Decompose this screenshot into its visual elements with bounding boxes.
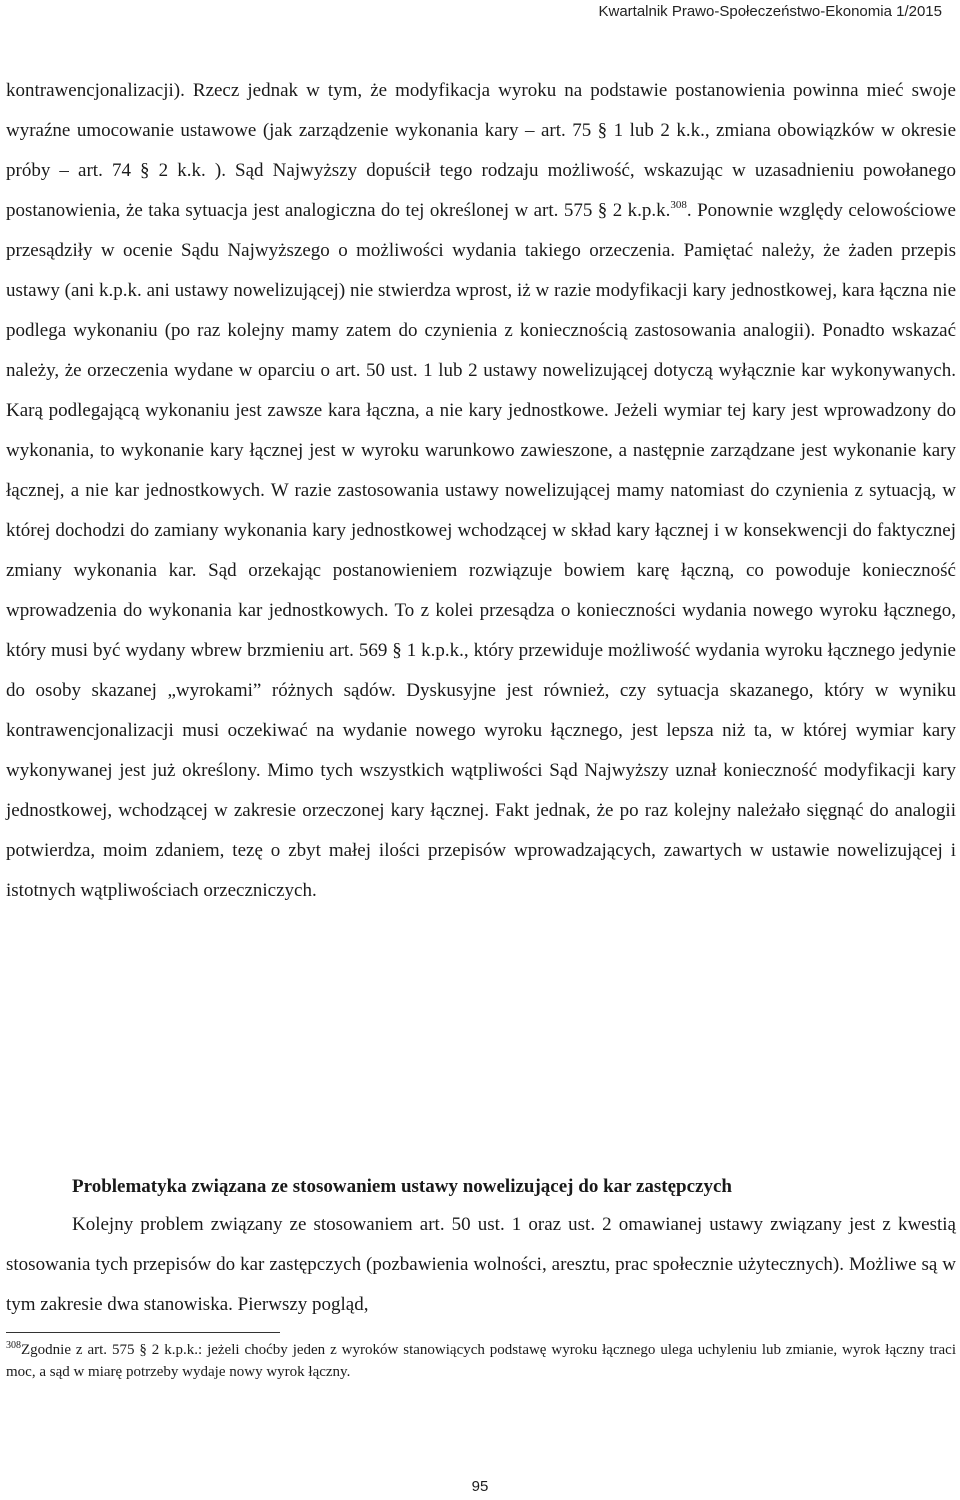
main-paragraph — [6, 71, 956, 911]
footnote-number: 308 — [6, 1340, 21, 1351]
page-number: 95 — [471, 1478, 489, 1495]
journal-header: Kwartalnik Prawo-Społeczeństwo-Ekonomia 1/2015 — [598, 3, 942, 20]
footnote-divider — [6, 1332, 280, 1333]
footnote-reference[interactable]: 308 — [670, 199, 687, 211]
section-heading: Problematyka związana ze stosowaniem ustawy nowelizującej do kar zastępczych — [72, 1176, 732, 1197]
footnote — [6, 1339, 956, 1383]
footnote-text: Zgodnie z art. 575 § 2 k.p.k.: jeżeli choćby jeden z wyroków stanowiących podstawę wyroku łącznego ulega uchyleniu lub zmianie, wyrok łączny traci moc, a sąd w miarę potrzeby wydaje nowy wyrok łączny. — [6, 1342, 956, 1380]
paragraph-text-part2: . Ponownie względy celowościowe przesądziły w ocenie Sądu Najwyższego o możliwości wydania takiego orzeczenia. Pamiętać należy, że żaden przepis ustawy (ani k.p.k. ani ustawy nowelizującej) nie stwierdza wprost, iż w razie modyfikacji kary jednostkowej, kara łączna nie podlega wykonaniu (po raz kolejny mamy zatem do czynienia z koniecznością zastosowania analogii). Ponadto wskazać należy, że orzeczenia wydane w oparciu o art. 50 ust. 1 lub 2 ustawy nowelizującej dotyczą wyłącznie kar wykonywanych. Karą podlegającą wykonaniu jest zawsze kara łączna, a nie kary jednostkowe. Jeżeli wymiar tej kary jest wprowadzony do wykonania, to wykonanie kary łącznej jest w wyroku warunkowo zawieszone, a następnie zarządzane jest wykonanie kary łącznej, a nie kar jednostkowych. W razie zastosowania ustawy nowelizującej mamy natomiast do czynienia z sytuacją, w której dochodzi do zamiany wykonania kary jednostkowej wchodzącej w skład kary łącznej i w konsekwencji do faktycznej zmiany wykonania kar. Sąd orzekając postanowieniem rozwiązuje bowiem karę łączną, co powoduje konieczność wprowadzenia do wykonania kar jednostkowych. To z kolei przesądza o konieczności wydania nowego wyroku łącznego, który musi być wydany wbrew brzmieniu art. 569 § 1 k.p.k., który przewiduje możliwość wydania wyroku łącznego jedynie do osoby skazanej „wyrokami” różnych sądów. Dyskusyjne jest również, czy sytuacja skazanego, który w wyniku kontrawencjonalizacji musi oczekiwać na wydanie nowego wyroku łącznego, jest lepsza niż ta, w której wymiar kary wykonywanej jest już określony. Mimo tych wszystkich wątpliwości Sąd Najwyższy uznał konieczność modyfikacji kary jednostkowej, wchodzącej w zakresie orzeczonej kary łącznej. Fakt jednak, że po raz kolejny należało sięgnąć do analogii potwierdza, moim zdaniem, tezę o zbyt małej ilości przepisów wprowadzających, zawartych w ustawie nowelizującej i istotnych wątpliwościach orzeczniczych. — [6, 200, 956, 901]
section-paragraph-text: Kolejny problem związany ze stosowaniem art. 50 ust. 1 oraz ust. 2 omawianej ustawy związany jest z kwestią stosowania tych przepisów do kar zastępczych (pozbawienia wolności, aresztu, prac społecznie użytecznych). Możliwe są w tym zakresie dwa stanowiska. Pierwszy pogląd, — [6, 1214, 956, 1315]
paragraph — [6, 71, 956, 911]
section-paragraph — [6, 1205, 956, 1325]
paragraph-text-part1: kontrawencjonalizacji). Rzecz jednak w tym, że modyfikacja wyroku na podstawie postanowienia powinna mieć swoje wyraźne umocowanie ustawowe (jak zarządzenie wykonania kary – art. 75 § 1 lub 2 k.k., zmiana obowiązków w okresie próby – art. 74 § 2 k.k. ). Sąd Najwyższy dopuścił tego rodzaju możliwość, wskazując w uzasadnieniu powołanego postanowienia, że taka sytuacja jest analogiczna do tej określonej w art. 575 § 2 k.p.k. — [6, 80, 956, 221]
